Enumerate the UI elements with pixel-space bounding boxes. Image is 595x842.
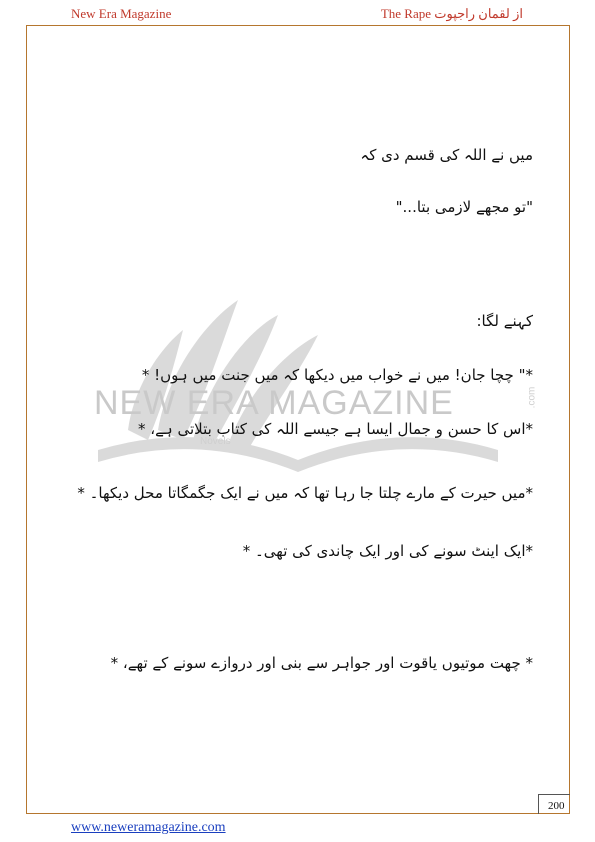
text-line-4: *" چچا جان! میں نے خواب میں دیکھا کہ میں جنت میں ہوں! * [141, 366, 533, 384]
watermark-subtitle: Novels [200, 436, 231, 447]
footer-website-link[interactable]: www.neweramagazine.com [71, 820, 226, 835]
text-line-2: "تو مجھے لازمی بتا..." [395, 198, 533, 216]
story-title: The Rape از لقمان راجپوت [380, 6, 523, 21]
watermark-domain: .com [526, 386, 538, 409]
text-line-8: * چھت موتیوں یاقوت اور جواہر سے بنی اور دروازے سونے کے تھے، * [110, 654, 533, 672]
magazine-name: New Era Magazine [71, 6, 172, 21]
page-header [0, 0, 595, 26]
watermark-title: NEW ERA MAGAZINE [94, 384, 454, 422]
page-number: 200 [548, 800, 565, 812]
text-line-3: کہنے لگا: [476, 312, 533, 330]
text-line-6: *میں حیرت کے مارے چلتا جا رہا تھا کہ میں نے ایک جگمگاتا محل دیکھا۔ * [77, 484, 533, 502]
text-line-1: میں نے اللہ کی قسم دی کہ [360, 146, 533, 164]
text-line-5: *اس کا حسن و جمال ایسا ہے جیسے اللہ کی کتاب بتلاتی ہے، * [138, 420, 533, 438]
text-line-7: *ایک اینٹ سونے کی اور ایک چاندی کی تھی۔ * [242, 542, 533, 560]
